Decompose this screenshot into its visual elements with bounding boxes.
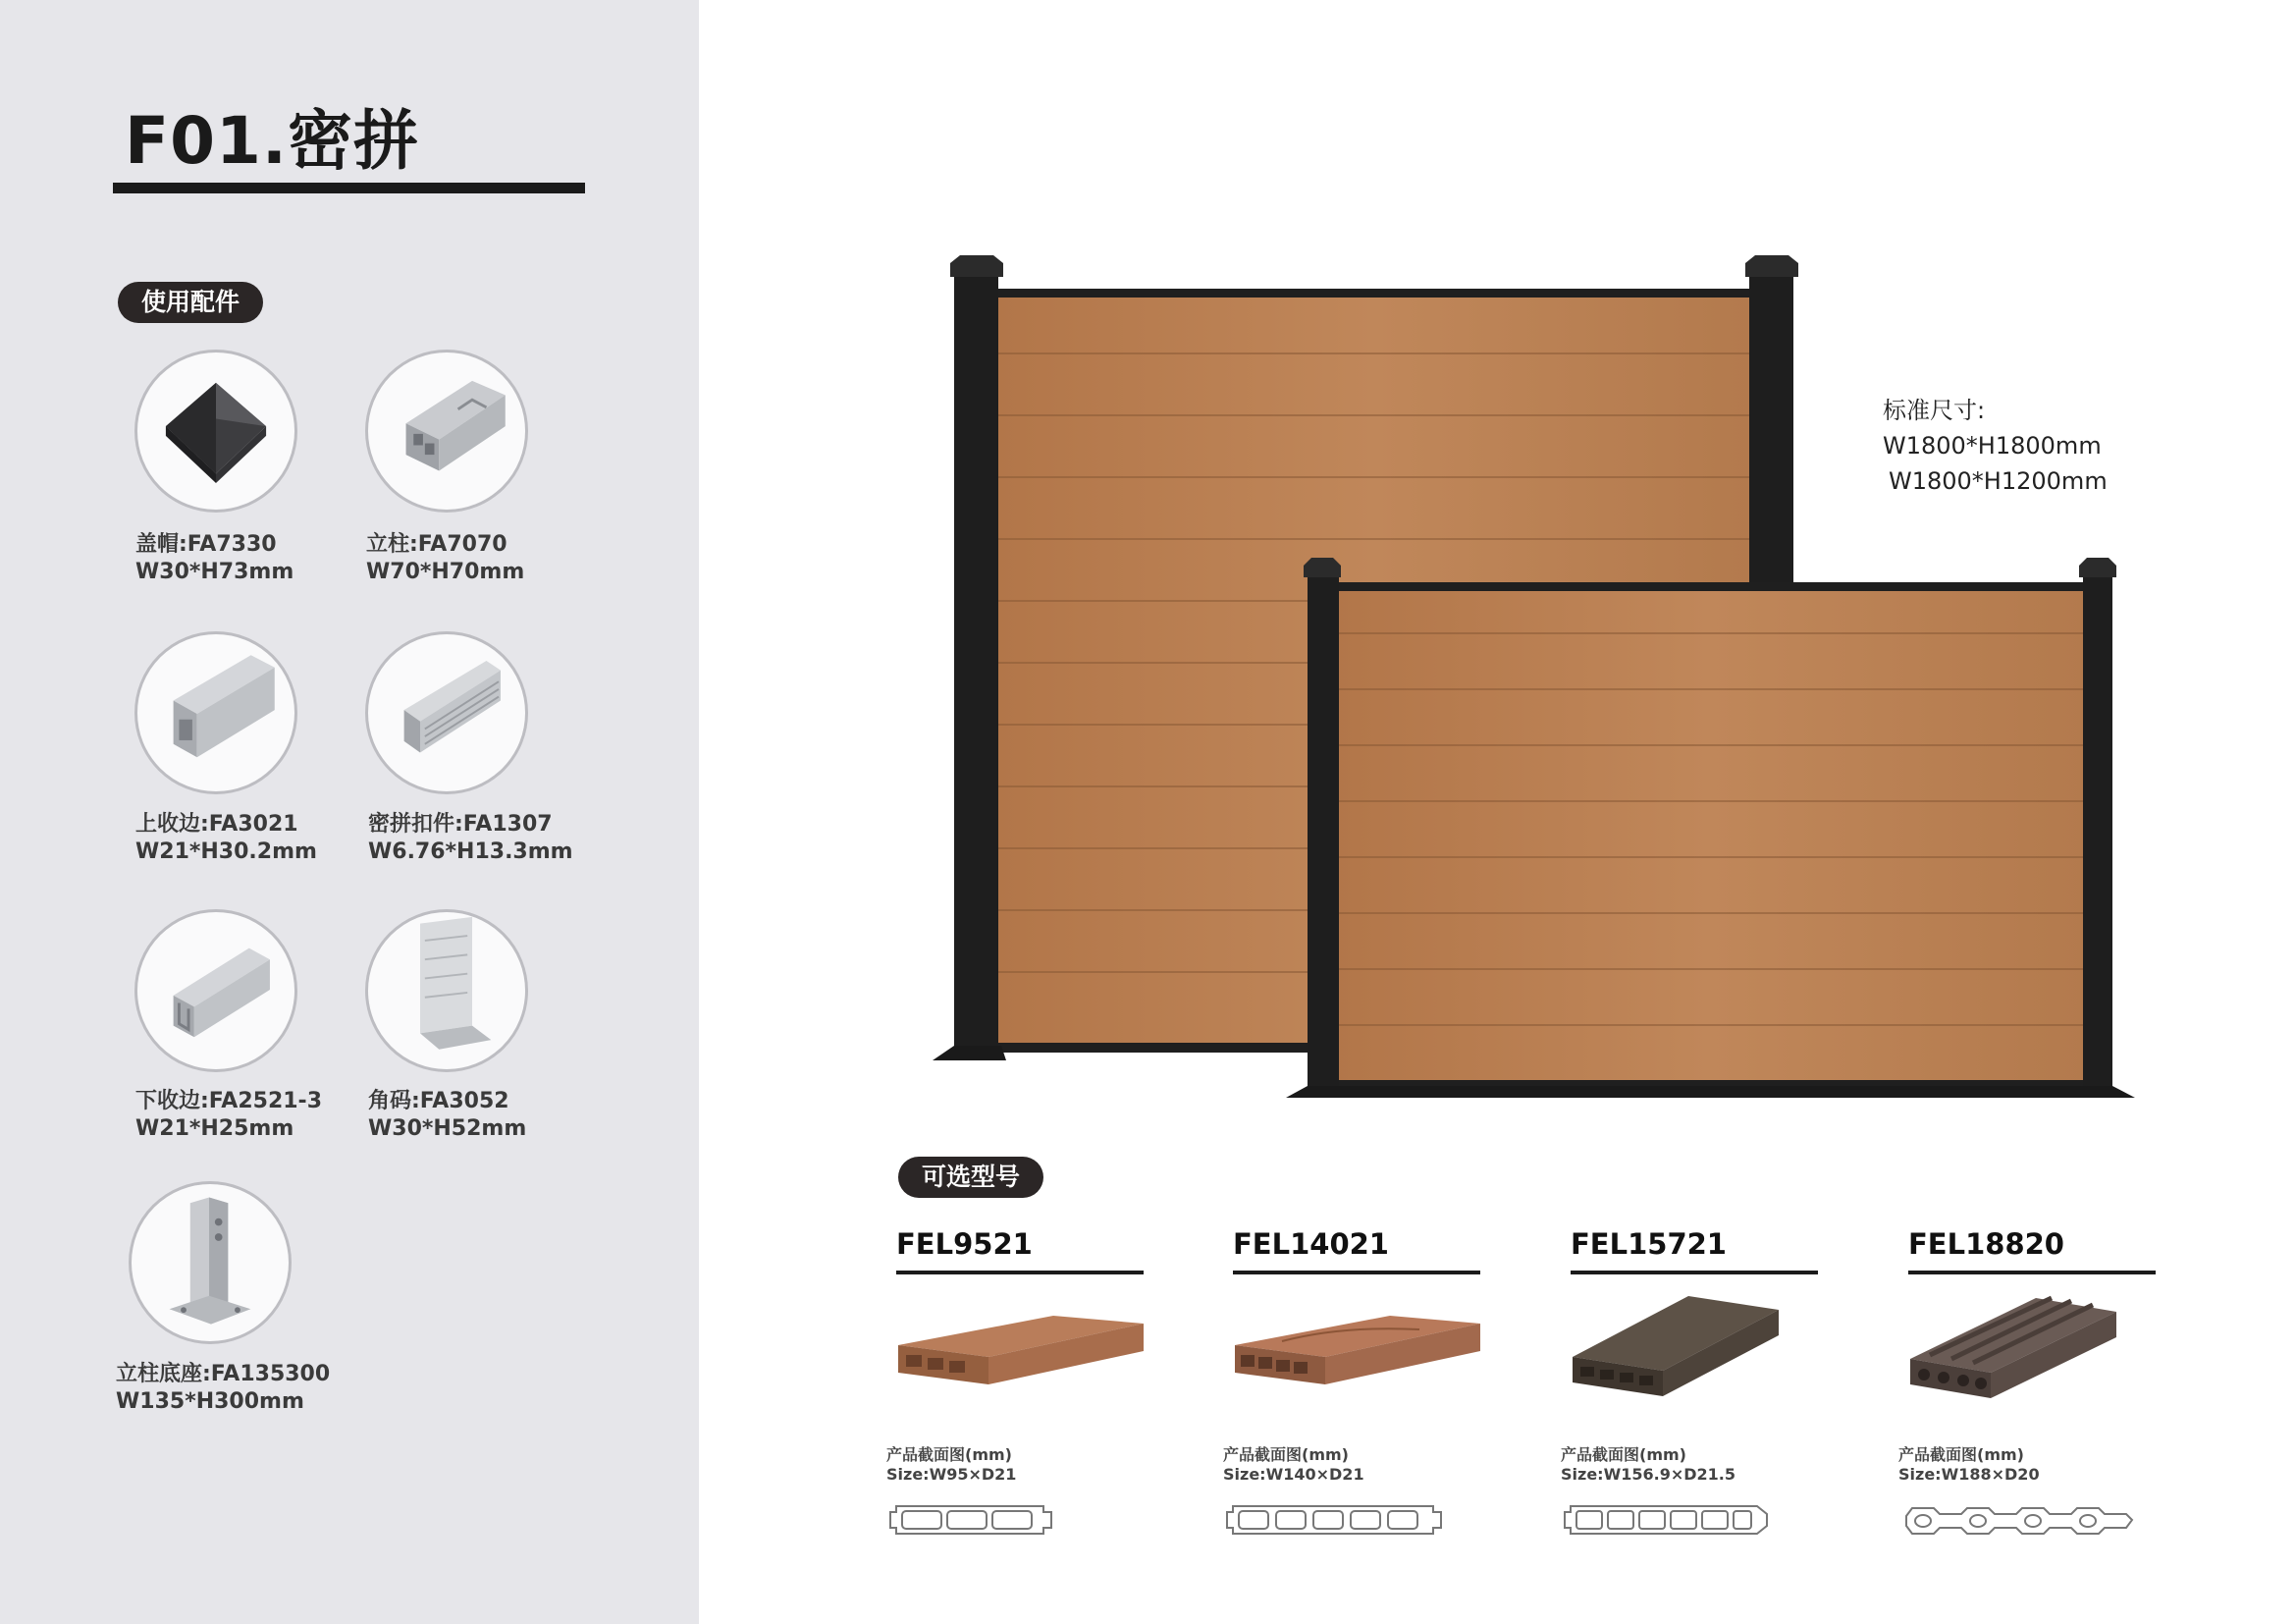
- clip-profile-icon: [365, 631, 528, 794]
- model-underline: [1908, 1271, 2156, 1274]
- model-underline: [1233, 1271, 1480, 1274]
- post-base-icon: [129, 1181, 292, 1344]
- accessory-size: W30*H73mm: [135, 560, 294, 584]
- accessory-clip-profile-text: [368, 811, 573, 866]
- model-caption: [1561, 1445, 1735, 1485]
- section-size: Size:W95×D21: [886, 1465, 1017, 1484]
- cross-section-icon: [1900, 1500, 2144, 1540]
- fence-illustration: [913, 245, 2140, 1110]
- accessory-name: 盖帽:FA7330: [135, 532, 277, 557]
- model-name: FEL9521: [896, 1227, 1033, 1261]
- model-name: FEL18820: [1908, 1227, 2064, 1261]
- board-product-icon: [1223, 1286, 1488, 1424]
- post-cap-icon: [134, 350, 297, 513]
- cross-section-icon: [888, 1500, 1132, 1540]
- cross-section-icon: [1225, 1500, 1468, 1540]
- accessory-size: W21*H30.2mm: [135, 839, 317, 864]
- models-label: 可选型号: [898, 1157, 1043, 1198]
- model-fel9521: [886, 1227, 1144, 1484]
- top-trim-icon: [134, 631, 297, 794]
- section-size: Size:W156.9×D21.5: [1561, 1465, 1735, 1484]
- section-caption: 产品截面图(mm): [1223, 1445, 1349, 1464]
- model-caption: [1898, 1445, 2040, 1485]
- accessory-name: 密拼扣件:FA1307: [368, 812, 553, 837]
- accessory-name: 立柱:FA7070: [366, 532, 507, 557]
- accessory-corner-bracket-text: [368, 1088, 526, 1143]
- post-profile-icon: [365, 350, 528, 513]
- board-product-icon: [1898, 1286, 2163, 1424]
- accessory-size: W21*H25mm: [135, 1116, 294, 1141]
- accessory-bottom-trim-text: [135, 1088, 322, 1143]
- accessory-size: W135*H300mm: [116, 1389, 304, 1414]
- model-fel15721: [1561, 1227, 1818, 1484]
- model-fel14021: [1223, 1227, 1480, 1484]
- model-name: FEL14021: [1233, 1227, 1389, 1261]
- model-underline: [896, 1271, 1144, 1274]
- spec-label: 标准尺寸:: [1883, 397, 1986, 424]
- section-size: Size:W140×D21: [1223, 1465, 1364, 1484]
- accessory-name: 立柱底座:FA135300: [116, 1362, 331, 1386]
- accessory-size: W30*H52mm: [368, 1116, 527, 1141]
- corner-bracket-icon: [365, 909, 528, 1072]
- accessory-name: 上收边:FA3021: [135, 812, 298, 837]
- page-title: F01.密拼: [125, 103, 420, 179]
- accessory-top-trim-text: [135, 811, 317, 866]
- board-product-icon: [1561, 1286, 1826, 1424]
- model-underline: [1571, 1271, 1818, 1274]
- model-name: FEL15721: [1571, 1227, 1727, 1261]
- accessory-size: W70*H70mm: [366, 560, 525, 584]
- accessory-name: 下收边:FA2521-3: [135, 1089, 322, 1113]
- accessory-post-profile-text: [366, 531, 524, 586]
- accessory-name: 角码:FA3052: [368, 1089, 509, 1113]
- model-fel18820: [1898, 1227, 2156, 1484]
- section-caption: 产品截面图(mm): [886, 1445, 1012, 1464]
- board-product-icon: [886, 1286, 1151, 1424]
- accessory-post-base-text: [116, 1361, 330, 1416]
- model-caption: [1223, 1445, 1364, 1485]
- section-caption: 产品截面图(mm): [1898, 1445, 2024, 1464]
- model-caption: [886, 1445, 1016, 1485]
- cross-section-icon: [1563, 1500, 1806, 1540]
- accessories-sidebar: [0, 0, 699, 1624]
- standard-size-spec: [1883, 393, 2108, 499]
- section-caption: 产品截面图(mm): [1561, 1445, 1686, 1464]
- accessory-size: W6.76*H13.3mm: [368, 839, 573, 864]
- accessories-label: 使用配件: [118, 282, 263, 323]
- spec-size-2: W1800*H1200mm: [1889, 467, 2108, 495]
- spec-size-1: W1800*H1800mm: [1883, 432, 2102, 460]
- bottom-trim-icon: [134, 909, 297, 1072]
- title-underline: [113, 183, 585, 193]
- accessory-post-cap-text: [135, 531, 294, 586]
- section-size: Size:W188×D20: [1898, 1465, 2040, 1484]
